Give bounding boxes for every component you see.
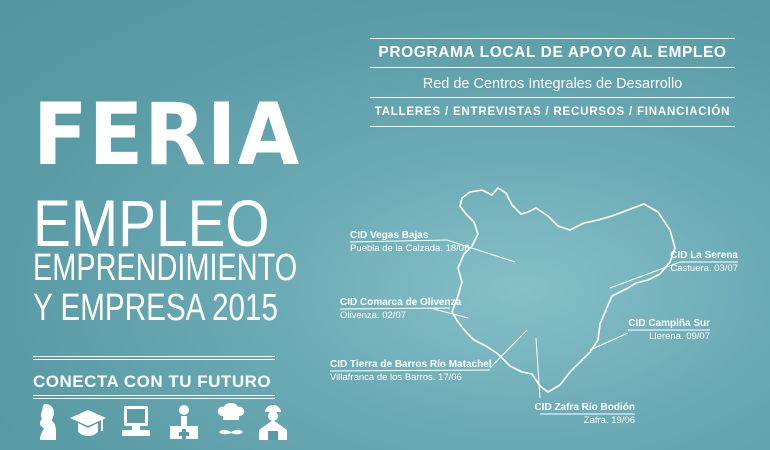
connector-tierra-barros [490, 330, 527, 368]
title-empleo: EMPLEO [33, 186, 270, 260]
services-line: TALLERES / ENTREVISTAS / RECURSOS / FINANCIACIÓN [374, 106, 731, 118]
cid-name: CID Campiña Sur [628, 318, 710, 329]
cid-place: Zafra. 19/06 [583, 415, 635, 426]
cid-place: Olivenza. 02/07 [340, 310, 407, 321]
title-y-empresa: Y EMPRESA 2015 [33, 287, 278, 329]
cid-tierra-barros [330, 358, 492, 384]
cid-place: Puebla de la Calzada. 18/06 [350, 243, 470, 254]
cid-campina-sur [610, 317, 710, 343]
cid-name: CID Comarca de Olivenza [340, 297, 462, 308]
title-emprendimiento: EMPRENDIMIENTO [33, 247, 298, 289]
programa-title: PROGRAMA LOCAL DE APOYO AL EMPLEO [378, 44, 727, 61]
title-feria: FERIA [33, 85, 301, 185]
cid-name: CID Tierra de Barros Río Matachel [330, 359, 492, 370]
cid-la-serena [640, 249, 738, 275]
cid-place: Villafranca de los Barros. 17/06 [330, 372, 462, 383]
cid-name: CID Zafra Río Bodión [534, 402, 635, 413]
cid-zafra [530, 401, 635, 427]
slogan: CONECTA CON TU FUTURO [33, 372, 272, 391]
connector-zafra [536, 338, 540, 398]
cid-name: CID La Serena [670, 250, 738, 261]
red-subtitle: Red de Centros Integrales de Desarrollo [422, 76, 683, 92]
cid-place: Castuera. 03/07 [670, 263, 738, 274]
cid-vegas-bajas [350, 229, 469, 255]
cid-place: Llerena. 09/07 [649, 331, 710, 342]
cid-name: CID Vegas Bajas [350, 230, 429, 241]
cid-comarca-olivenza [340, 296, 461, 322]
